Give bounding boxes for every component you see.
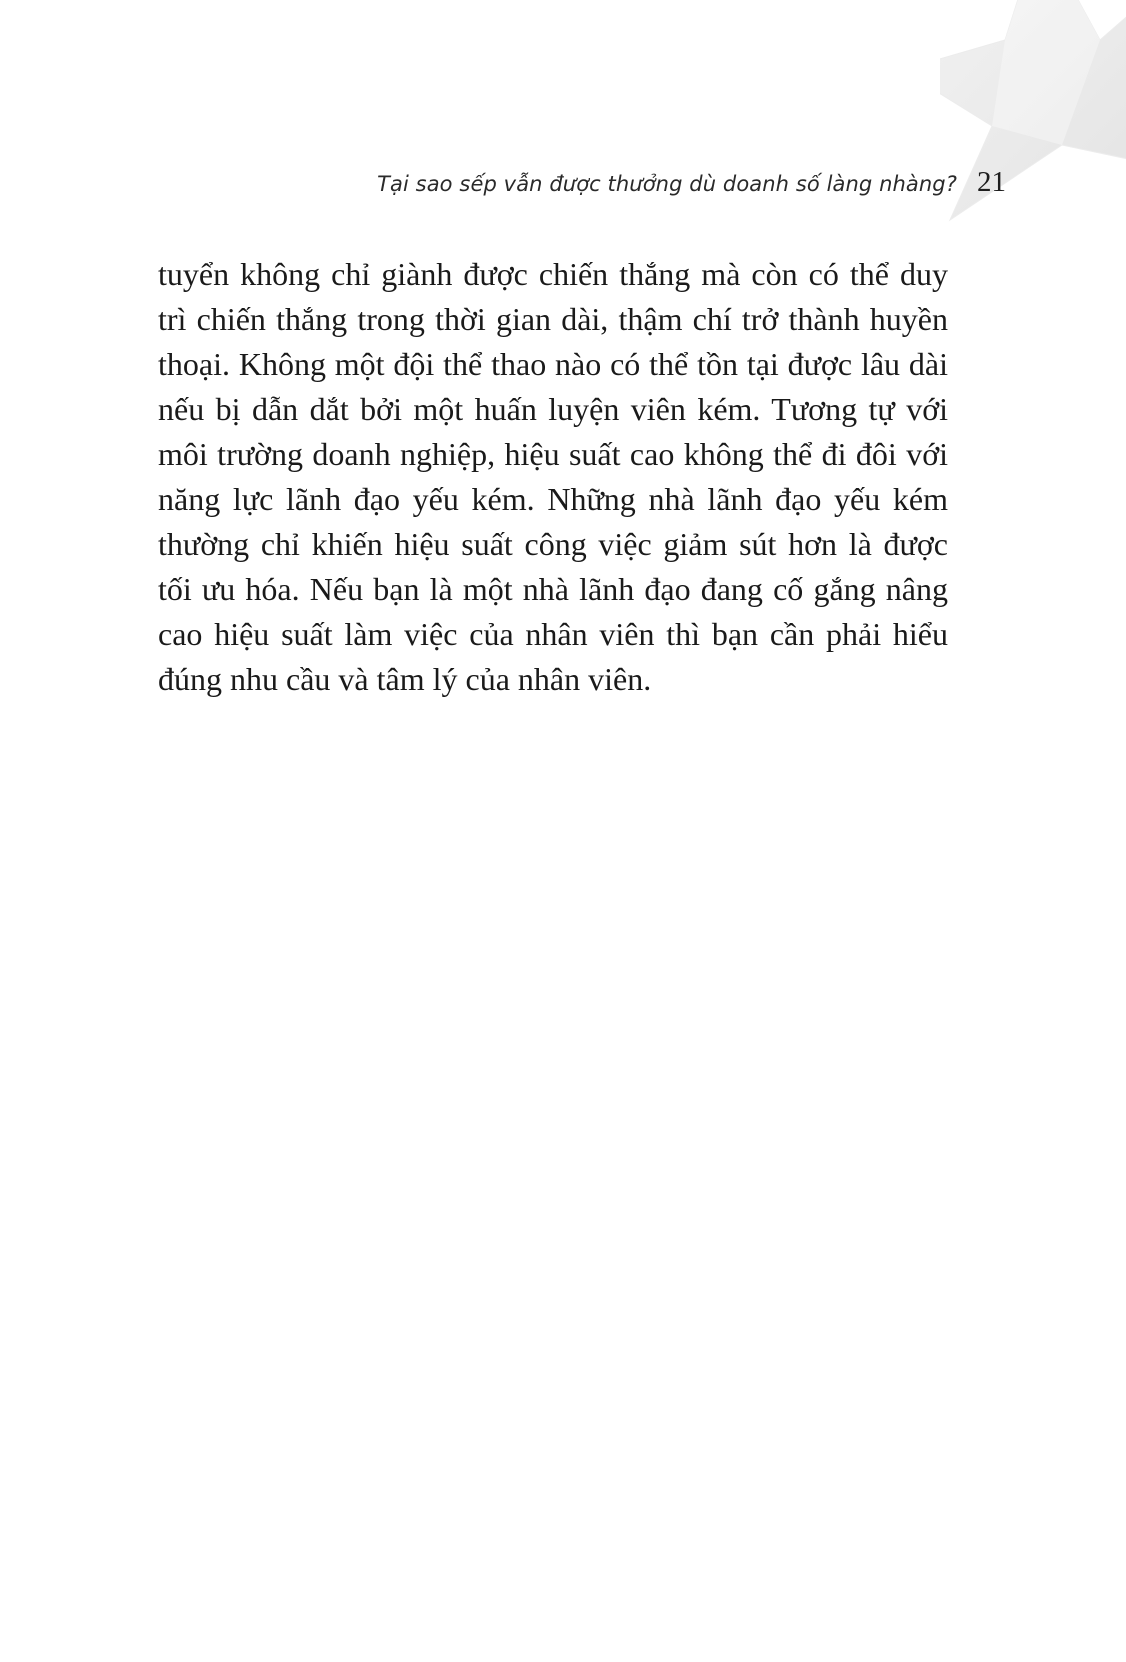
text-line: thường chỉ khiến hiệu suất công việc giảm sút hơn là được [158, 526, 948, 562]
page-number: 21 [977, 166, 1006, 198]
text-line: năng lực lãnh đạo yếu kém. Những nhà lãnh đạo yếu kém [158, 481, 948, 517]
text-line: đúng nhu cầu và tâm lý của nhân viên. [158, 661, 652, 697]
text-line: nếu bị dẫn dắt bởi một huấn luyện viên kém. Tương tự với [158, 391, 948, 427]
text-line: cao hiệu suất làm việc của nhân viên thì bạn cần phải hiểu [158, 616, 948, 652]
text-line: môi trường doanh nghiệp, hiệu suất cao không thể đi đôi với [158, 436, 948, 472]
star-icon [940, 0, 1126, 240]
text-line: thoại. Không một đội thể thao nào có thể tồn tại được lâu dài [158, 346, 948, 382]
body-paragraph [158, 252, 948, 702]
text-line: trì chiến thắng trong thời gian dài, thậm chí trở thành huyền [158, 301, 948, 337]
header-title: Tại sao sếp vẫn được thưởng dù doanh số làng nhàng? [377, 172, 957, 196]
text-line: tối ưu hóa. Nếu bạn là một nhà lãnh đạo đang cố gắng nâng [158, 571, 948, 607]
text-line: tuyển không chỉ giành được chiến thắng mà còn có thể duy [158, 256, 948, 292]
running-header [377, 166, 1006, 199]
